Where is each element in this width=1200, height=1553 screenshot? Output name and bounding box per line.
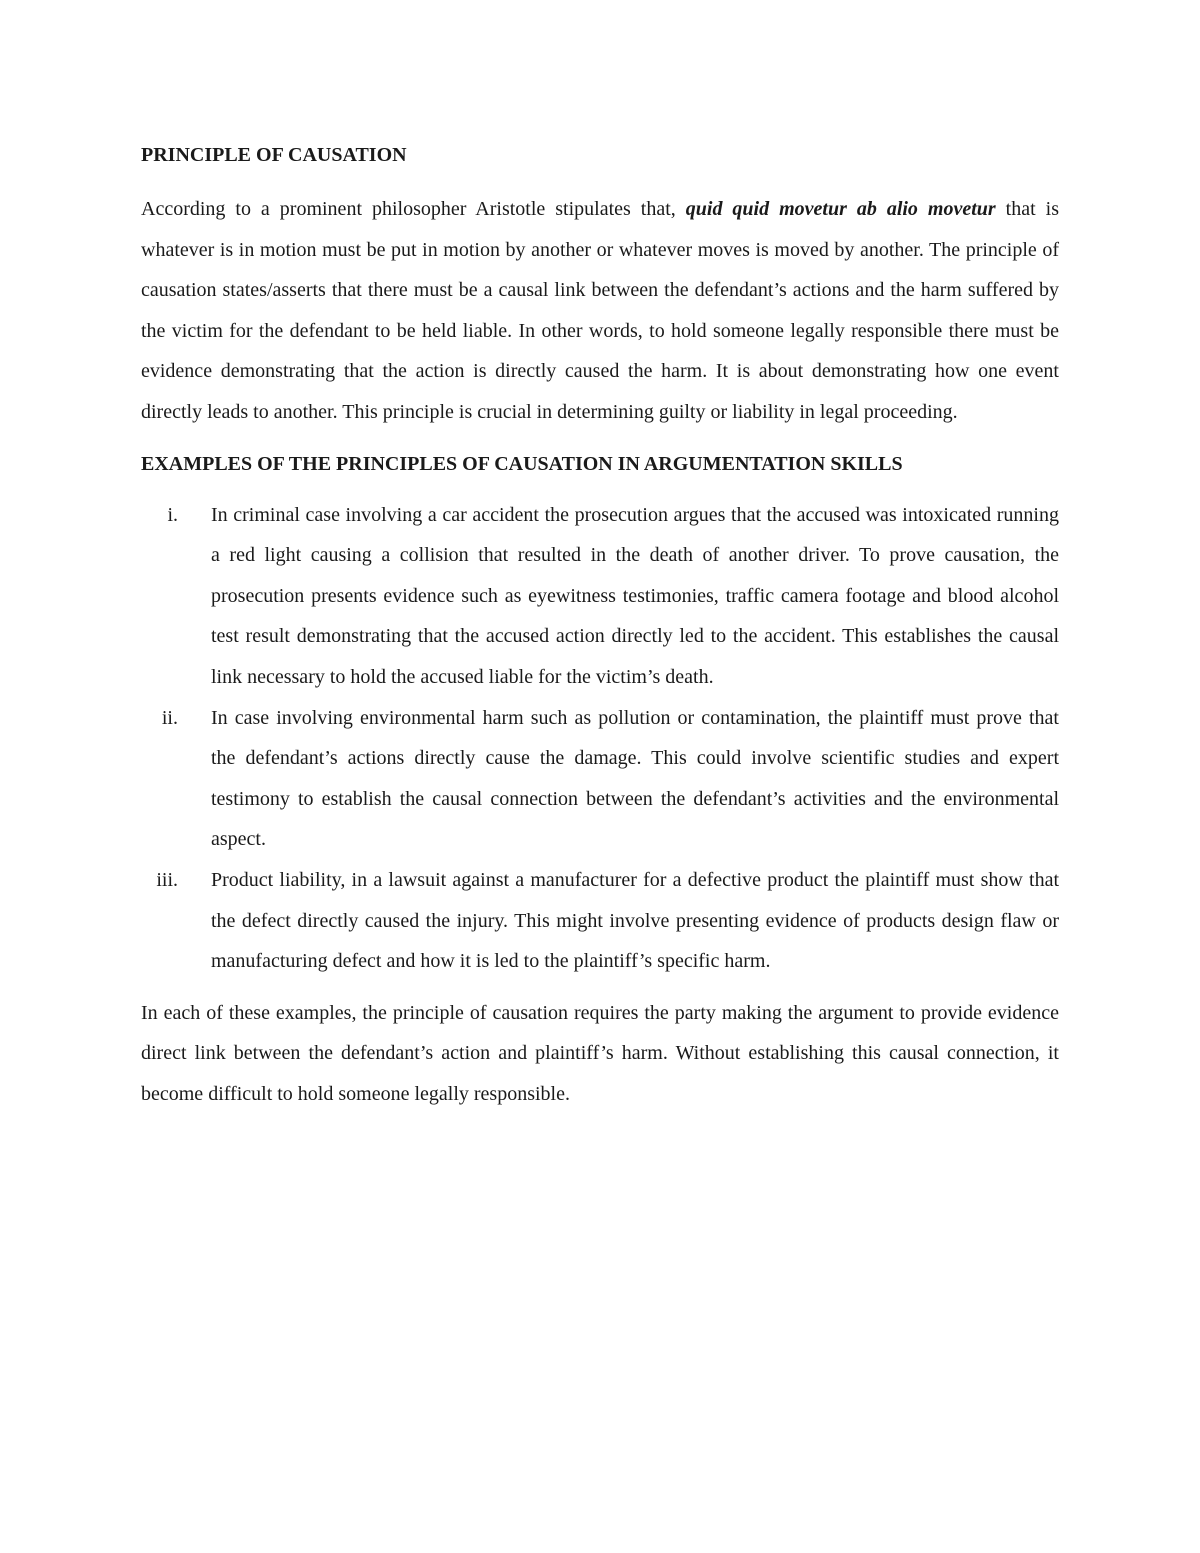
latin-phrase: quid quid movetur ab alio movetur — [685, 198, 996, 220]
list-item — [141, 698, 1059, 860]
document-title: PRINCIPLE OF CAUSATION — [141, 144, 407, 166]
document-page — [141, 135, 1059, 1114]
list-item-text: In case involving environmental harm such as pollution or contamination, the plaintiff must prove that the defendant’s actions directly cause the damage. This could involve scientific studies and expert testimony to establish the causal connection between the defendant’s activities and the environmental aspect. — [211, 706, 1059, 851]
list-item — [141, 860, 1059, 982]
list-item-text: In criminal case involving a car accident the prosecution argues that the accused was intoxicated running a red light causing a collision that resulted in the death of another driver. To prove causation, the prosecution presents evidence such as eyewitness testimonies, traffic camera footage and blood alcohol test result demonstrating that the accused action directly led to the accident. This establishes the causal link necessary to hold the accused liable for the victim’s death. — [211, 503, 1059, 688]
list-marker: iii. — [156, 868, 178, 891]
list-marker: i. — [167, 503, 178, 526]
list-marker: ii. — [161, 706, 178, 729]
closing-paragraph: In each of these examples, the principle of causation requires the party making the argument to provide evidence direct link between the defendant’s action and plaintiff’s harm. Without establishing this causal connection, it become difficult to hold someone legally responsible. — [141, 1001, 1059, 1105]
intro-rest: that is whatever is in motion must be put in motion by another or whatever moves is moved by another. The principle of causation states/asserts that there must be a causal link between the defendant’s actions and the harm suffered by the victim for the defendant to be held liable. In other words, to hold someone legally responsible there must be evidence demonstrating that the action is directly caused the harm. It is about demonstrating how one event directly leads to another. This principle is crucial in determining guilty or liability in legal proceeding. — [141, 198, 1059, 423]
examples-list — [141, 495, 1059, 982]
examples-heading: EXAMPLES OF THE PRINCIPLES OF CAUSATION IN ARGUMENTATION SKILLS — [141, 452, 903, 475]
list-item — [141, 495, 1059, 698]
intro-paragraph — [141, 189, 1059, 433]
list-item-text: Product liability, in a lawsuit against a manufacturer for a defective product the plaintiff must show that the defect directly caused the injury. This might involve presenting evidence of products design flaw or manufacturing defect and how it is led to the plaintiff’s specific harm. — [211, 868, 1059, 973]
intro-lead: According to a prominent philosopher Aristotle stipulates that, — [141, 198, 686, 220]
